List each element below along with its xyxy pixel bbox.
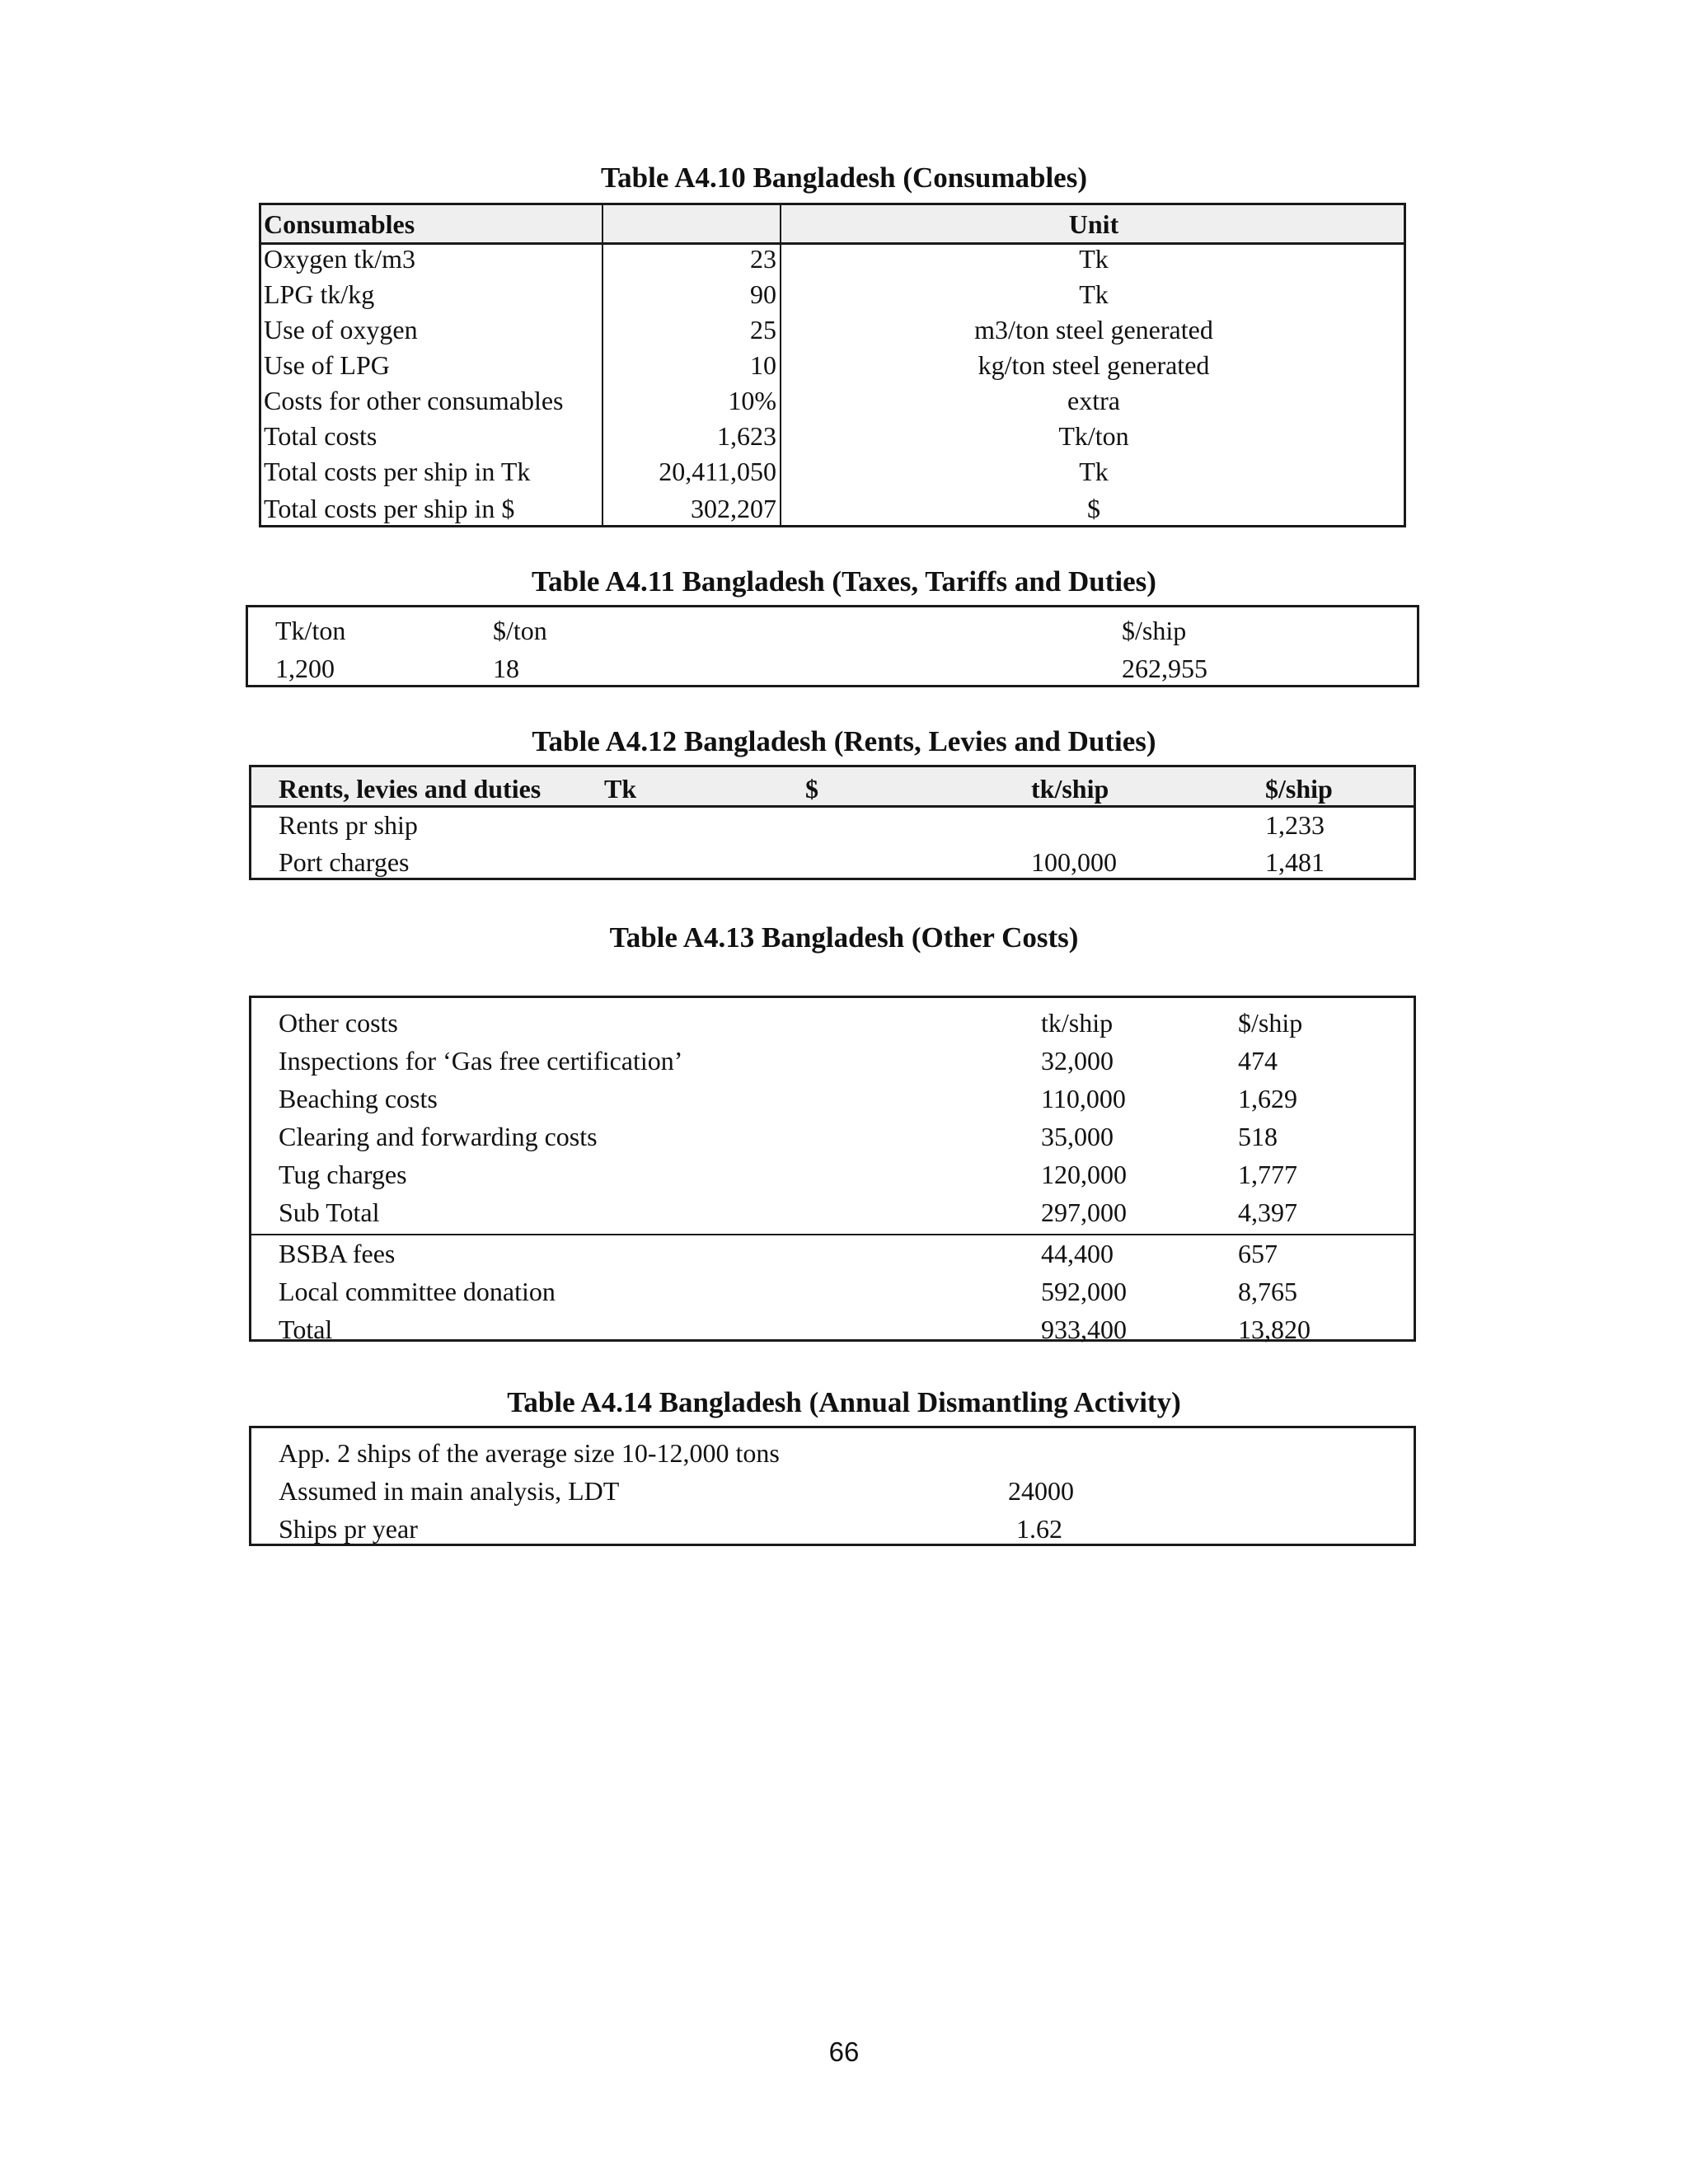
row-unit: kg/ton steel generated bbox=[978, 350, 1210, 380]
row-value: 302,207 bbox=[691, 494, 776, 523]
row-label: Inspections for ‘Gas free certification’ bbox=[279, 1046, 683, 1076]
value-tk-per-ton: 1,200 bbox=[275, 654, 335, 683]
row-usd-per-ship: 1,481 bbox=[1265, 847, 1325, 877]
row-tk-per-ship: 297,000 bbox=[1041, 1197, 1127, 1227]
row-label: Total costs bbox=[264, 421, 377, 451]
page-number: 66 bbox=[828, 2036, 860, 2067]
header-unit: Unit bbox=[1068, 209, 1119, 239]
header-tk-per-ship: tk/ship bbox=[1031, 774, 1109, 804]
header-tk: Tk bbox=[604, 774, 637, 804]
row-value: 10 bbox=[750, 350, 776, 380]
row-label: Sub Total bbox=[279, 1197, 380, 1227]
table-a4-14 bbox=[249, 1426, 1416, 1546]
row-label: LPG tk/kg bbox=[264, 279, 375, 309]
row-label: Total costs per ship in Tk bbox=[264, 457, 531, 486]
row-label: Local committee donation bbox=[279, 1277, 556, 1306]
row-label: Costs for other consumables bbox=[264, 386, 564, 415]
header-usd: $ bbox=[805, 774, 818, 804]
table-a4-12 bbox=[249, 765, 1416, 880]
row-usd-per-ship: 8,765 bbox=[1238, 1277, 1297, 1306]
header-usd-per-ton: $/ton bbox=[493, 616, 547, 645]
row-usd-per-ship: 4,397 bbox=[1238, 1197, 1297, 1227]
row-value: 23 bbox=[750, 244, 776, 274]
row-value: 25 bbox=[750, 315, 776, 344]
row-unit: Tk bbox=[1079, 457, 1109, 486]
row-label: Oxygen tk/m3 bbox=[264, 244, 415, 274]
row-unit: Tk/ton bbox=[1058, 421, 1129, 451]
row-label: Clearing and forwarding costs bbox=[279, 1122, 598, 1151]
value-usd-per-ton: 18 bbox=[493, 654, 519, 683]
table-a4-13 bbox=[249, 996, 1416, 1342]
row-label: Total bbox=[279, 1315, 333, 1344]
row-value: 1.62 bbox=[1016, 1514, 1062, 1544]
table-a4-12-caption: Table A4.12 Bangladesh (Rents, Levies and Duties) bbox=[532, 725, 1156, 757]
row-tk-per-ship: 44,400 bbox=[1041, 1239, 1114, 1268]
row-label: BSBA fees bbox=[279, 1239, 396, 1268]
row-label: Use of oxygen bbox=[264, 315, 418, 344]
table-a4-10 bbox=[259, 203, 1406, 527]
row-label: Beaching costs bbox=[279, 1084, 438, 1113]
table-a4-10-caption: Table A4.10 Bangladesh (Consumables) bbox=[601, 162, 1087, 194]
row-usd-per-ship: 1,777 bbox=[1238, 1160, 1297, 1189]
row-label: App. 2 ships of the average size 10-12,000 tons bbox=[279, 1438, 780, 1468]
header-usd-per-ship: $/ship bbox=[1122, 616, 1187, 645]
table-a4-14-caption: Table A4.14 Bangladesh (Annual Dismantling Activity) bbox=[507, 1386, 1181, 1418]
row-usd-per-ship: 518 bbox=[1238, 1122, 1278, 1151]
row-label: Assumed in main analysis, LDT bbox=[279, 1476, 620, 1506]
row-tk-per-ship: 592,000 bbox=[1041, 1277, 1127, 1306]
row-unit: extra bbox=[1067, 386, 1120, 415]
row-usd-per-ship: 474 bbox=[1238, 1046, 1278, 1076]
row-value: 10% bbox=[728, 386, 776, 415]
header-tk-per-ship: tk/ship bbox=[1041, 1008, 1114, 1038]
row-tk-per-ship: 35,000 bbox=[1041, 1122, 1114, 1151]
row-value: 90 bbox=[750, 279, 776, 309]
row-label: Port charges bbox=[279, 847, 410, 877]
row-value: 24000 bbox=[1008, 1476, 1074, 1506]
header-rents-levies-duties: Rents, levies and duties bbox=[279, 774, 542, 804]
header-usd-per-ship: $/ship bbox=[1238, 1008, 1303, 1038]
row-usd-per-ship: 1,629 bbox=[1238, 1084, 1297, 1113]
row-label: Rents pr ship bbox=[279, 810, 418, 840]
table-a4-11-caption: Table A4.11 Bangladesh (Taxes, Tariffs and Duties) bbox=[532, 565, 1156, 598]
row-label: Ships pr year bbox=[279, 1514, 418, 1544]
row-label: Tug charges bbox=[279, 1160, 407, 1189]
row-unit: m3/ton steel generated bbox=[974, 315, 1213, 344]
value-usd-per-ship: 262,955 bbox=[1122, 654, 1207, 683]
row-value: 20,411,050 bbox=[659, 457, 776, 486]
header-usd-per-ship: $/ship bbox=[1265, 774, 1333, 804]
row-tk-per-ship: 100,000 bbox=[1031, 847, 1117, 877]
subtotal-divider bbox=[251, 1234, 1414, 1235]
row-unit: $ bbox=[1087, 494, 1100, 523]
row-unit: Tk bbox=[1079, 279, 1109, 309]
row-usd-per-ship: 657 bbox=[1238, 1239, 1278, 1268]
row-tk-per-ship: 110,000 bbox=[1041, 1084, 1126, 1113]
header-tk-per-ton: Tk/ton bbox=[275, 616, 346, 645]
row-label: Total costs per ship in $ bbox=[264, 494, 515, 523]
table-a4-13-caption: Table A4.13 Bangladesh (Other Costs) bbox=[609, 921, 1079, 954]
row-tk-per-ship: 32,000 bbox=[1041, 1046, 1114, 1076]
row-value: 1,623 bbox=[717, 421, 776, 451]
header-other-costs: Other costs bbox=[279, 1008, 398, 1038]
row-unit: Tk bbox=[1079, 244, 1109, 274]
row-usd-per-ship: 1,233 bbox=[1265, 810, 1325, 840]
row-label: Use of LPG bbox=[264, 350, 390, 380]
row-usd-per-ship: 13,820 bbox=[1238, 1315, 1311, 1344]
row-tk-per-ship: 120,000 bbox=[1041, 1160, 1127, 1189]
table-a4-11 bbox=[246, 605, 1419, 687]
header-consumables: Consumables bbox=[264, 209, 415, 239]
row-tk-per-ship: 933,400 bbox=[1041, 1315, 1127, 1344]
